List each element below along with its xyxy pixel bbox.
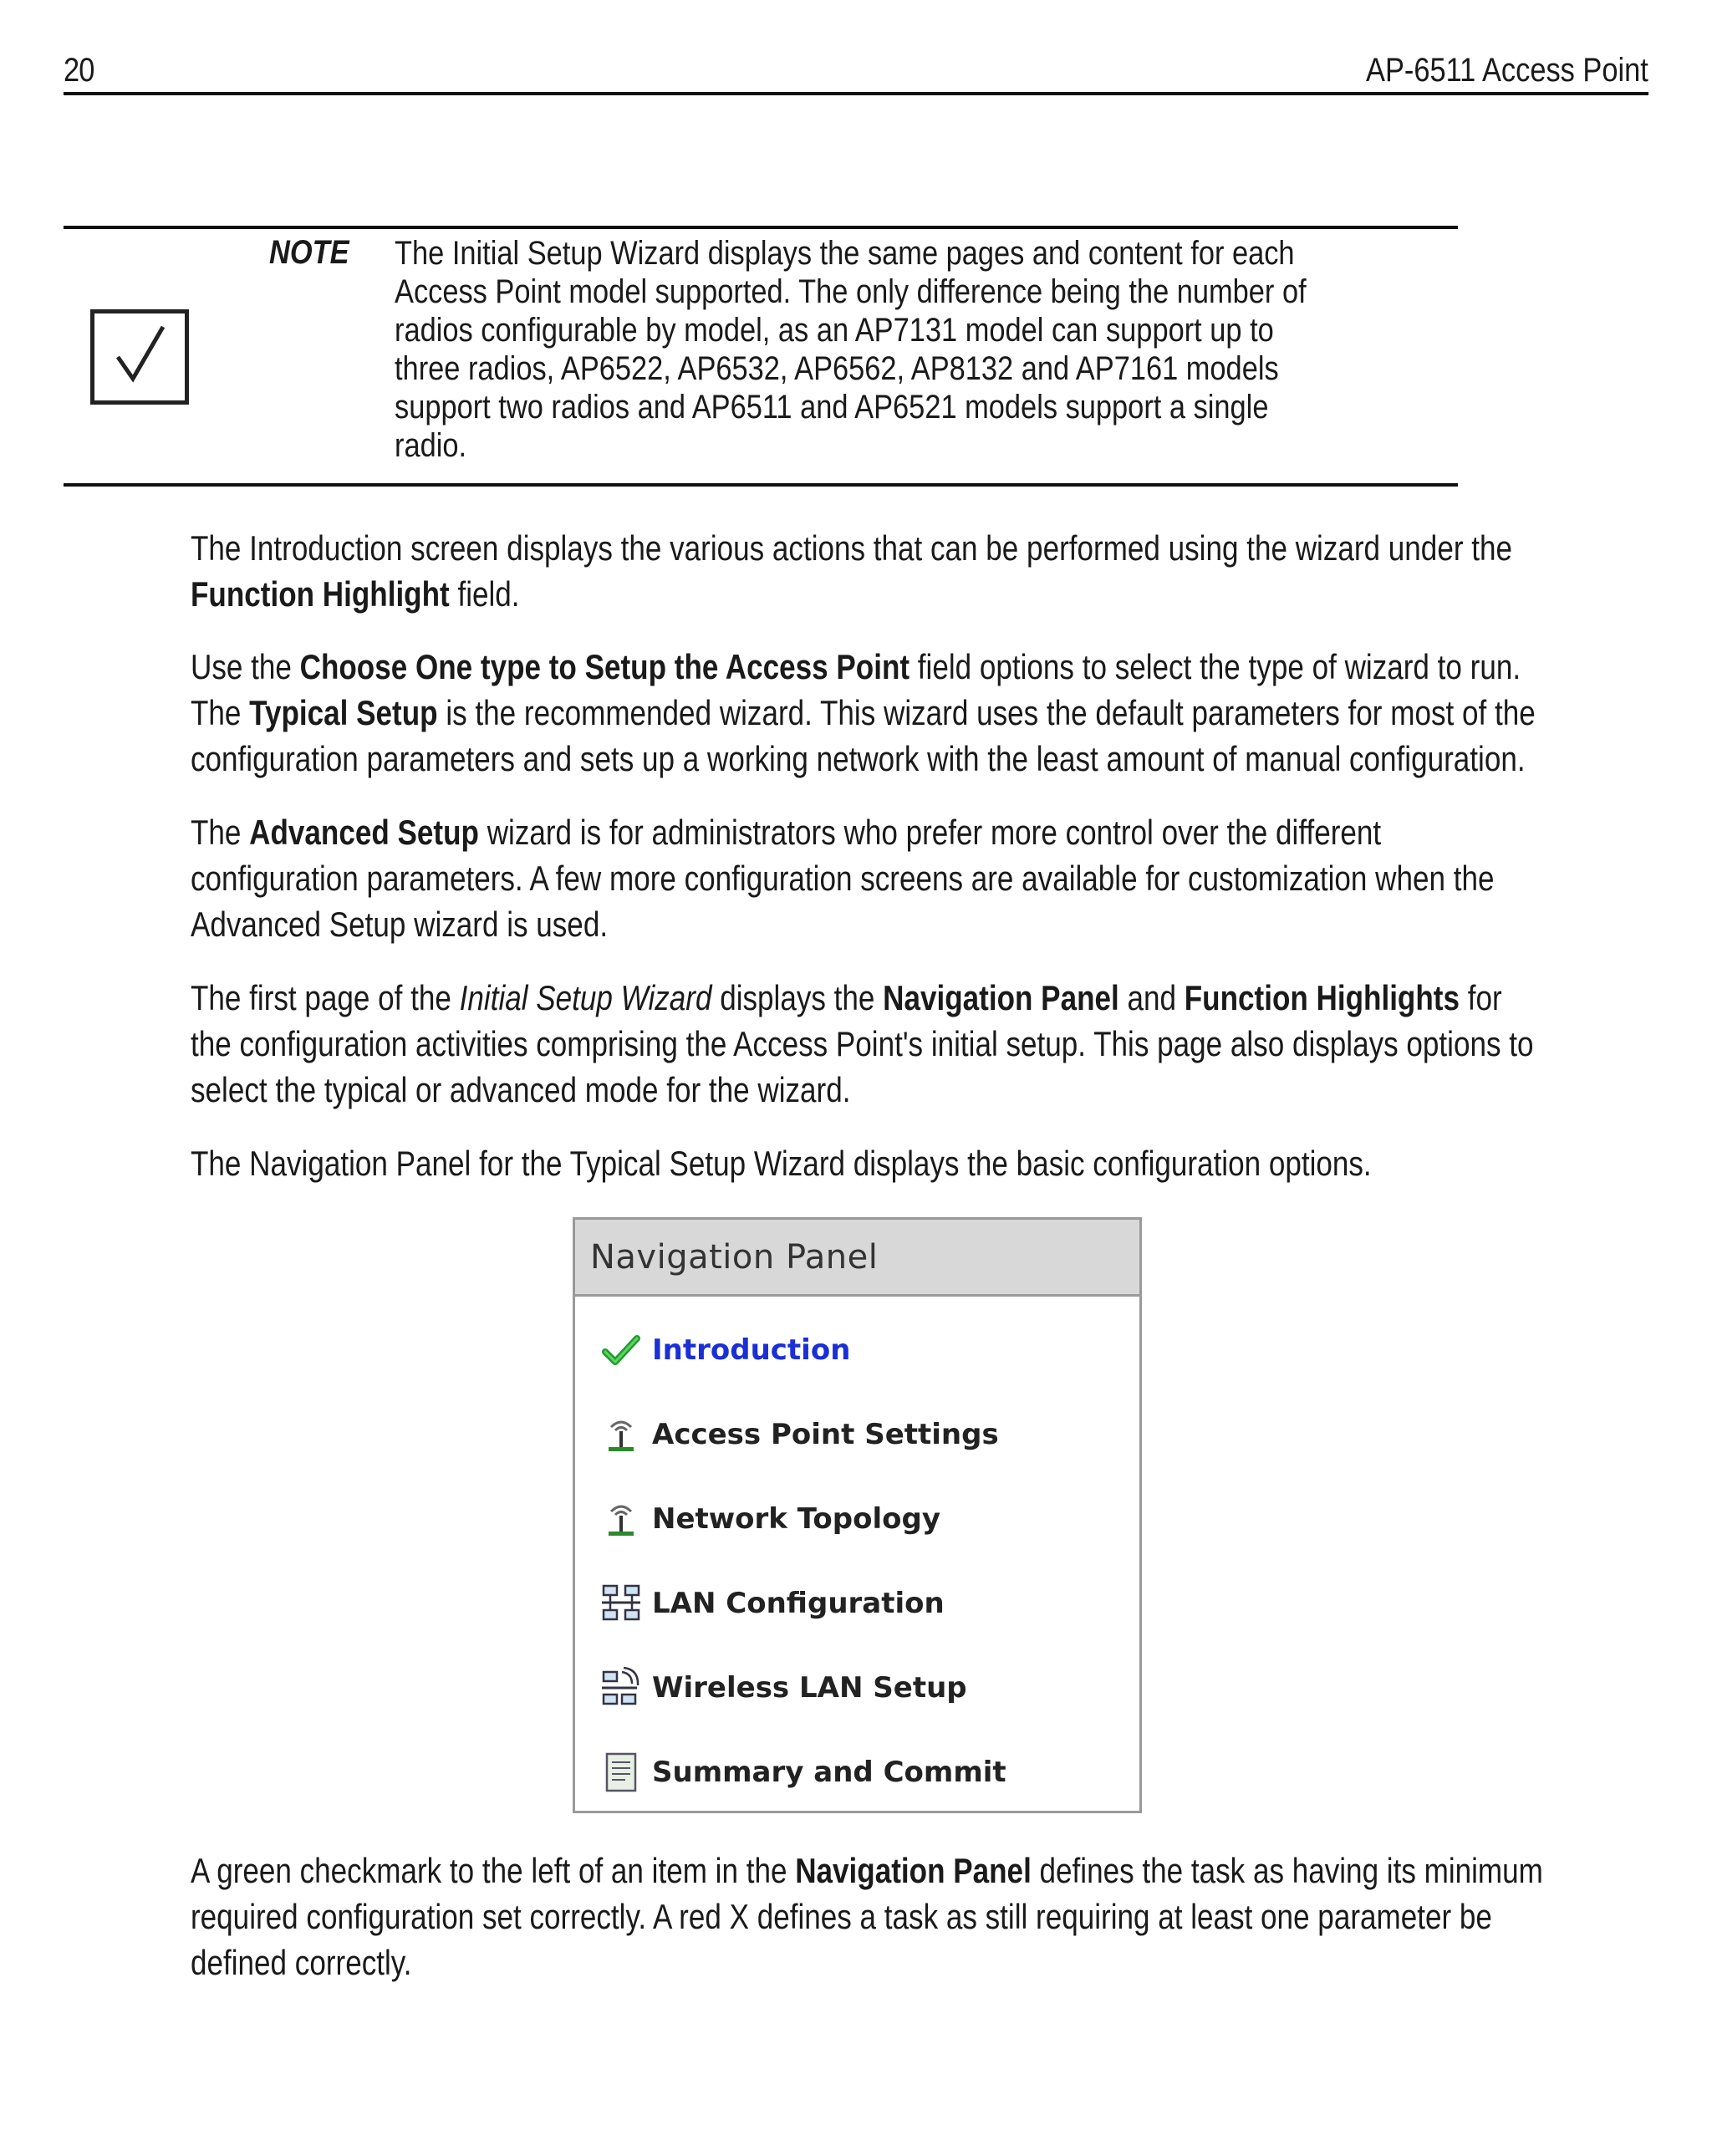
running-header-title: AP-6511 Access Point: [1366, 52, 1648, 89]
nav-item-introduction[interactable]: [600, 1325, 850, 1375]
text-run: The: [191, 693, 250, 732]
text-run: wizard is for administrators who prefer more control over the different: [478, 813, 1382, 852]
italic-term: Initial Setup Wizard: [459, 978, 712, 1017]
note-rule-bottom: [64, 483, 1458, 487]
navigation-panel-header: [575, 1220, 1139, 1297]
nav-item-network-topology[interactable]: [600, 1494, 940, 1544]
navigation-panel: [573, 1217, 1142, 1813]
paragraph-introduction: [191, 525, 1628, 617]
nav-item-label: Network Topology: [652, 1502, 940, 1536]
text-line: [191, 571, 1628, 617]
paragraph-green-checkmark: [191, 1848, 1628, 1985]
text-run: Use the: [191, 647, 300, 686]
text-line: [191, 809, 1628, 855]
text-line: defined correctly.: [191, 1943, 412, 1982]
note-line: The Initial Setup Wizard displays the same pages and content for each: [395, 235, 1295, 272]
paragraph-advanced-setup: [191, 809, 1628, 947]
nav-item-label: Access Point Settings: [652, 1418, 999, 1451]
text-run: displays the: [711, 978, 884, 1017]
document-icon: [600, 1751, 642, 1793]
nav-item-label: Wireless LAN Setup: [652, 1671, 967, 1705]
note-text: [395, 234, 1329, 465]
note-line: Access Point model supported. The only difference being the number of: [395, 273, 1307, 310]
text-line: The Introduction screen displays the various actions that can be performed using the wizard under the: [191, 528, 1512, 568]
bold-term: Choose One type to Setup the Access Point: [299, 647, 910, 686]
wireless-lan-icon: [600, 1667, 642, 1709]
antenna-icon: [600, 1498, 642, 1540]
paragraph-navigation-panel-intro: [191, 1140, 1628, 1186]
text-line: [191, 690, 1628, 736]
text-line: [191, 644, 1628, 690]
note-line: support two radios and AP6511 and AP6521 models support a single: [395, 389, 1269, 426]
nav-item-lan-configuration[interactable]: [600, 1578, 945, 1628]
note-line: three radios, AP6522, AP6532, AP6562, AP8132 and AP7161 models: [395, 350, 1279, 387]
paragraph-choose-type: [191, 644, 1628, 782]
text-line: the configuration activities comprising the Access Point's initial setup. This page also displays options to: [191, 1024, 1534, 1063]
lan-network-icon: [600, 1583, 642, 1624]
navigation-panel-title: Navigation Panel: [590, 1237, 879, 1277]
text-line: required configuration set correctly. A red X defines a task as still requiring at least one parameter be: [191, 1897, 1492, 1936]
bold-term: Typical Setup: [249, 693, 438, 732]
note-rule-top: [64, 226, 1458, 229]
green-checkmark-icon: [600, 1329, 642, 1371]
text-run: defines the task as having its minimum: [1031, 1851, 1543, 1890]
text-line: select the typical or advanced mode for the wizard.: [191, 1070, 851, 1109]
text-line: The Navigation Panel for the Typical Setup Wizard displays the basic configuration options.: [191, 1144, 1372, 1183]
text-run: field options to select the type of wizard to run.: [910, 647, 1521, 686]
bold-term: Function Highlight: [191, 574, 450, 614]
nav-item-access-point-settings[interactable]: [600, 1409, 999, 1460]
nav-item-label: LAN Configuration: [652, 1587, 945, 1620]
text-run: for: [1459, 978, 1502, 1017]
nav-item-label: Introduction: [652, 1333, 851, 1367]
note-checkbox-icon: [90, 309, 189, 405]
nav-item-wireless-lan-setup[interactable]: [600, 1663, 967, 1713]
bold-term: Function Highlights: [1184, 978, 1460, 1017]
header-rule: [64, 92, 1648, 95]
text-run: and: [1118, 978, 1185, 1017]
text-run: The: [191, 813, 250, 852]
paragraph-first-page: [191, 975, 1628, 1113]
note-line: radios configurable by model, as an AP7131 model can support up to: [395, 312, 1274, 349]
text-line: [191, 1848, 1628, 1894]
antenna-icon: [600, 1414, 642, 1455]
text-run: A green checkmark to the left of an item in the: [191, 1851, 796, 1890]
text-run: The first page of the: [191, 978, 460, 1017]
nav-item-summary-and-commit[interactable]: [600, 1747, 1006, 1797]
bold-term: Navigation Panel: [795, 1851, 1032, 1890]
text-line: configuration parameters. A few more configuration screens are available for customization when the: [191, 859, 1495, 898]
page-number: 20: [64, 52, 94, 89]
bold-term: Navigation Panel: [883, 978, 1119, 1017]
note-label: NOTE: [269, 234, 349, 271]
text-line: [191, 975, 1628, 1021]
bold-term: Advanced Setup: [249, 813, 479, 852]
nav-item-label: Summary and Commit: [652, 1756, 1006, 1789]
text-line: Advanced Setup wizard is used.: [191, 905, 609, 944]
text-run: field.: [449, 574, 520, 614]
text-run: is the recommended wizard. This wizard uses the default parameters for most of the: [437, 693, 1536, 732]
text-line: configuration parameters and sets up a working network with the least amount of manual configuration.: [191, 739, 1526, 778]
note-line: radio.: [395, 427, 467, 464]
